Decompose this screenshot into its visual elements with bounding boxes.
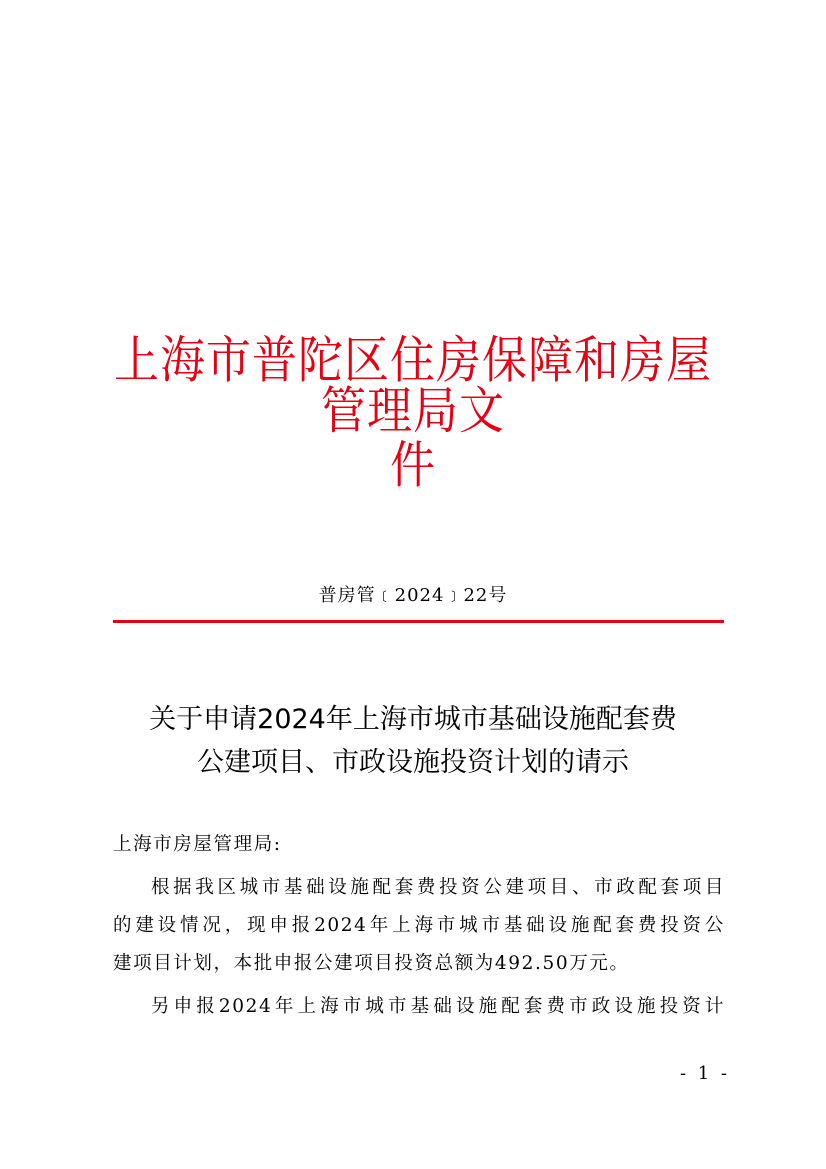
document-number: 普房管﹝2024﹞22号: [318, 585, 508, 606]
paragraph-1-line-2: 的建设情况，现申报2024年上海市城市基础设施配套费投资公: [113, 915, 725, 936]
salutation: 上海市房屋管理局:: [113, 834, 282, 855]
issuer-header-line-1: 上海市普陀区住房保障和房屋管理局文: [113, 330, 712, 441]
document-title-line-2: 公建项目、市政设施投资计划的请示: [197, 747, 629, 778]
red-separator-line: [113, 620, 724, 623]
issuer-header-line-2: 件: [389, 435, 436, 495]
paragraph-1-line-1: 根据我区城市基础设施配套费投资公建项目、市政配套项目: [151, 877, 725, 898]
document-title-line-1: 关于申请2024年上海市城市基础设施配套费: [149, 704, 677, 735]
paragraph-1-line-3: 建项目计划，本批申报公建项目投资总额为492.50万元。: [113, 953, 630, 974]
page-number: - 1 -: [679, 1063, 730, 1084]
paragraph-2-line-1: 另申报2024年上海市城市基础设施配套费市政设施投资计: [151, 996, 725, 1017]
